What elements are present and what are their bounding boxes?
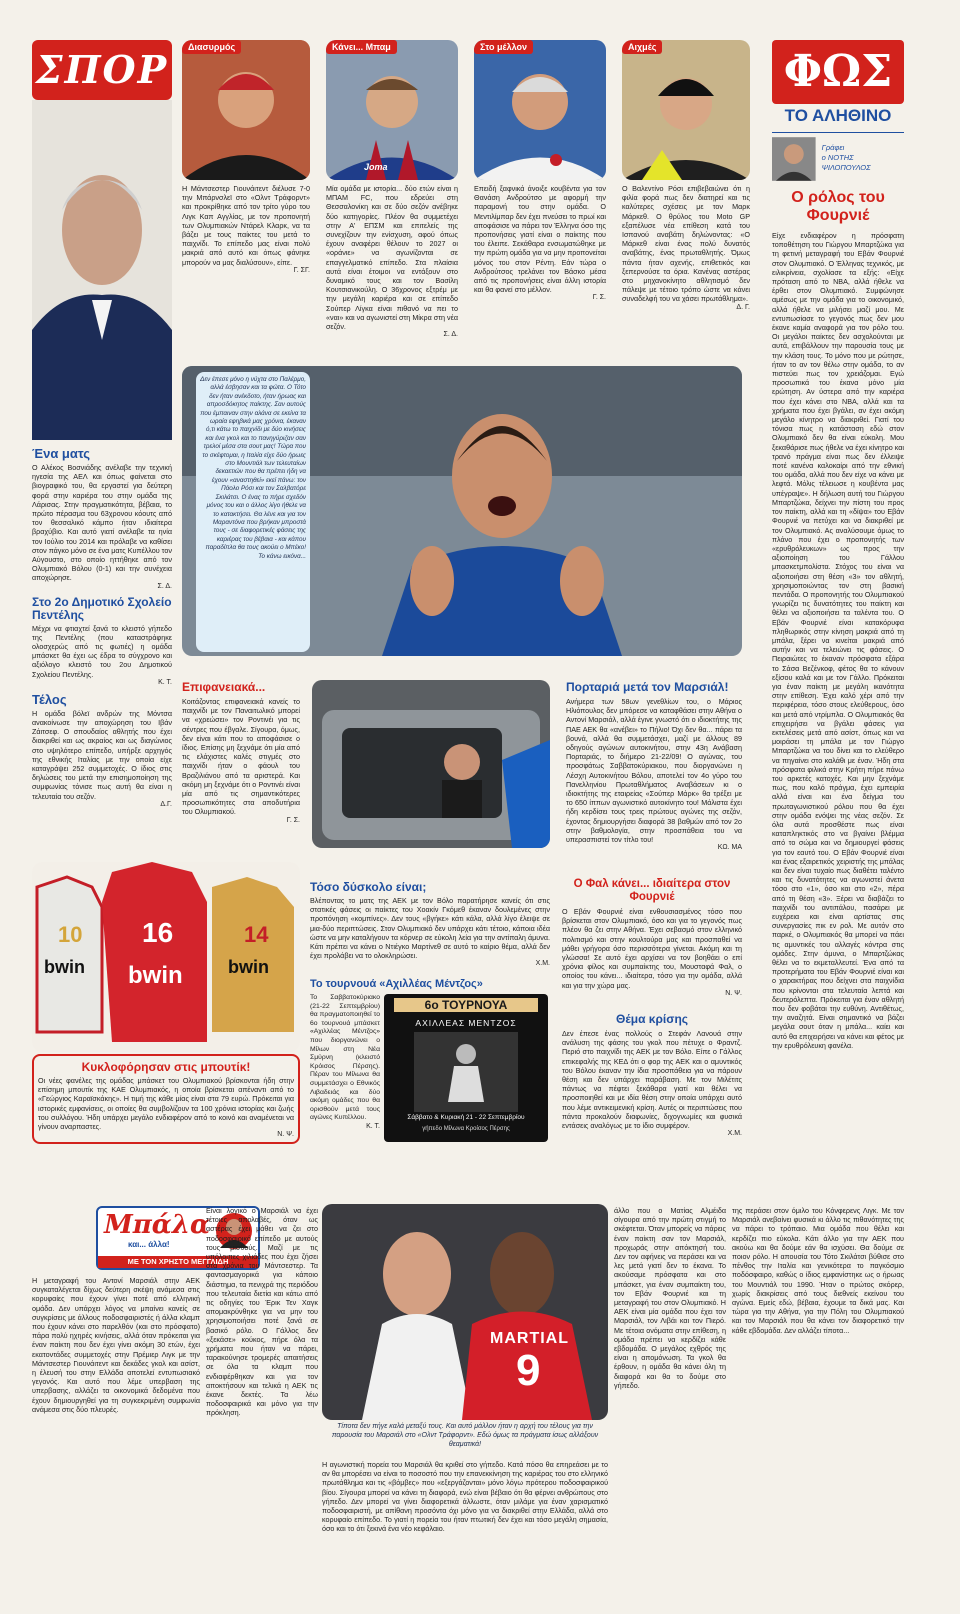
left-head-3: Τέλος <box>32 691 67 707</box>
top-item-4 <box>622 40 750 311</box>
thema-sign: Χ.Μ. <box>727 1130 742 1138</box>
mpala-logo-text: Μπάλα <box>104 1210 211 1240</box>
top-text-1: Η Μάντσεστερ Γιουνάιτεντ διέλυσε 7-0 την Μπάρνσλεϊ στο «Ολντ Τράφορντ» και προκρίθηκε από τον τρίτο γύρο του Λιγκ Καπ Αγγλίας, με τον προπονητή των Ολυμπιακών Ντάρελ Κλαρκ, να τα βάζει με τους παίκτες του μετά το παιχνίδι. Το επίπεδο μας είναι πολύ μακριά από αυτό και όπως φάνηκε μπορούν να μας διαλύσουν», είπε. <box>182 184 310 267</box>
poster-venue: γήπεδο Μίλωνα Κροίσος Πέρσης <box>422 1126 510 1132</box>
tournoua-poster <box>384 994 548 1142</box>
fos-subtitle: ΤΟ ΑΛΗΘΙΝΟ <box>784 106 892 125</box>
mpala-col1: Η μεταγραφή του Αντονί Μαρσιάλ στην ΑΕΚ συγκαταλέγεται δίχως δεύτερη σκέψη ανάμεσα στις κορυφαίες που έχουν γίνει ποτέ από ελληνική ομάδα. Δεν υπάρχει λόγος να μπαίνει κανείς σε συγκρίσεις με άλλους ποδοσφαιριστές ή άλλα κλαμπ που έχουν κάνει στο παρελθόν (και στο πρόσφατο) πάρα πολύ ηχηρές κινήσεις, αλλά όταν πρόκειται για έναν παίκτη που δεν έχει γίνει ακόμη 30 ετών, έχει εκατοντάδες συμμετοχές στην Πρέμιερ Λιγκ με την Μάντσεστερ Γιουνάιτεντ και δεκάδες γκολ και ασίστ, η έλευσή του στην Ελλάδα αποτελεί εντυπωσιακό γεγονός. Και αυτό που λέμε υπερβαση της υπερβασης, αλλάζει τα οικονομικά δεδομένα που έχουν δημιουργηθεί για τη συγκεκριμένη συμφωνία ανάμεσα στις δύο πλευρές. <box>32 1276 200 1414</box>
fal-body: Ο Εβάν Φουρνιέ είναι ενθουσιασμένος τόσο που βρίσκεται στον Ολυμπιακό, όσο και για το γεγονός πως πλέον θα ζει στην Αθήνα. Έχει σεβασμό στον ελληνικό πολιτισμό και στην κουλτούρα μας και προσπαθεί να μάθει γρήγορα όσο περισσότερα γίνεται. Ακόμη και τη γλώσσα! Σε αυτό έχει αρχίσει να τον βοηθάει ο επί χρόνια φίλος και συμπαίκτης του, Μουσταφά Φαλ, ο οποίος του κάνει... ιδιαίτερα, τόσο για την ομάδα, αλλά και για την χώρα μας. <box>562 907 742 990</box>
author-line1: Γράφει <box>821 143 845 152</box>
tournoua-body: Το Σαββατοκύριακο (21-22 Σεπτεμβρίου) θα πραγματοποιηθεί το 6ο τουρνουά μπάσκετ «Αχιλλέας Μέντζος» που διοργανώνει ο Μίλων στη Νέα Σμύρνη (κλειστό Κρόισος Πέρσης). Πέραν του Μίλωνα θα συμμετάσχει ο Εθνικός Λιβαδειάς και δύο ακόμη ομάδες που θα ορισθούν μετά τους αγώνες Κυπέλλου. <box>310 994 380 1122</box>
mpala-logo-sub: και... άλλα! <box>128 1240 170 1249</box>
top-sign-2: Σ. Δ. <box>443 331 458 339</box>
portaria-head: Πορταριά μετά τον Μαρσιάλ! <box>566 680 729 694</box>
poster-name: ΑΧΙΛΛΕΑΣ ΜΕΝΤΖΟΣ <box>415 1018 517 1028</box>
epifaneiaka-head: Επιφανειακά... <box>182 680 266 694</box>
bam-player-photo <box>326 40 458 180</box>
fal-head: Ο Φαλ κάνει... ιδιαίτερα στον Φουρνιέ <box>573 878 731 903</box>
tournoua-sign: Κ. Τ. <box>366 1122 380 1130</box>
mpala-col4: άλλο που ο Ματίας Αλμέιδα σίγουρα από την πρώτη στιγμή το σκέφτεται. Όταν μπορείς να πάρεις έναν παίκτη σαν τον Μαρσιάλ, προχωράς στην απόκτησή του. Δεν τον αφήνεις να περάσει και να λες μετά γιατί δεν το έκανα. Το ακούσαμε πρόσφατα και στο μπάσκετ, για έναν συμπαίκτη του, τον Εβάν Φουρνιέ και τη μεταγραφή του στον Ολυμπιακό. Η ΑΕΚ είναι μία ομάδα που έχει τον Μαρσιάλ, τον Λιβάι και τον Πιερό. Με τέτοια ονόματα στην επίθεση, η ομάδα πρέπει να κερδίζει κάθε εβδομάδα. Ο μεγάλος εχθρός της είναι η απομόνωση. Τα γκολ θα έρθουν, η ομάδα θα κάνει όλη τη διαφορά και θα το δούμε στο γήπεδο. <box>614 1206 726 1390</box>
top-item-3 <box>474 40 606 301</box>
left-head-1: Ένα ματς <box>32 446 91 461</box>
tournoua-head: Το τουρνουά «Αχιλλέας Μέντζος» <box>310 978 483 990</box>
jersey-number-1: 10 <box>58 922 83 947</box>
fos-logo: ΦΩΣ <box>772 40 904 104</box>
left-sign-2: Κ. Τ. <box>158 678 172 686</box>
jersey-sponsor-2: bwin <box>128 962 183 989</box>
joma-badge: Joma <box>364 162 388 172</box>
jerseys-sign: Ν. Ψ. <box>277 1131 294 1139</box>
toso-sign: Χ.Μ. <box>535 960 550 968</box>
top-item-1 <box>182 40 310 274</box>
top-text-3: Επειδή ξαφνικά άνοιξε κουβέντα για τον Θανάση Ανδρούτσο με αφορμή την παραμονή του στην ομάδα. Ο Μεντιλίμπαρ δεν έχει πνεύσει το πρωί και αποφάσισε να πάρει τον Έλληνα όσο της προπονήσεις γιατί είναι ο παίκτης που του έλειπε. Σεκάθαρα ενσωματώθηκε με την πρώτη ομάδα για να μην προπονείται μόνος του στον Ρέντη. Εάν τώρα ο Ανδρούτσος τρελάνει τον Βάσκο μέσα από τις προπονήσεις είναι άλλη ιστορία και θα φανεί στο μέλλον. <box>474 184 606 295</box>
left-text-3: Η ομάδα βόλεϊ ανδρών της Μόντσα ανακοίνωσε την αποχώρηση του Ιβάν Ζάιτσεφ. Ο σπουδαίος αθλητής που έχει διακριθεί και ως ακραίος και ως διαγώνιος στο υψηλότερο επίπεδο, υπήρξε αρχηγός της εθνικής Ιταλίας με την οποία είχε καταγράψει 252 συμμετοχές. Ο ίδιος στις δηλώσεις του μετά την επισημοποίηση της συμφωνίας τόνισε πως αυτή θα είναι η τελευταία του σεζόν. <box>32 708 172 801</box>
jersey-sponsor-3: bwin <box>228 957 269 977</box>
thema-head: Θέμα κρίσης <box>615 1012 689 1026</box>
martial-caption: Τίποτα δεν πήγε καλά μεταξύ τους. Και αυτό μάλλον ήταν η αρχή του τέλους για την παρουσία του Μαρσιάλ στο «Ολντ Τράφορντ». Εδώ όμως τα πράγματα ίσως αλλάξουν θεαματικά! <box>331 1423 599 1448</box>
thema-body: Δεν έπεσε ένας πολλούς ο Στεφάν Λανουά στην ανάλυση της φάσης του γκολ που πέτυχε ο Φραντζ. Περιό στο παιχνίδι της ΑΕΚ με τον Βόλο. Είπε ο Γάλλος επικεφαλής της ΚΕΔ ότι ο φορ της ΑΕΚ και ο αμυντικός του Βόλου έκαναν την ίδια προσπάθεια για να πάρουν θέση και δεν υπάρχει παράβαση. Με τον Μιλέτιτς πάντως να πέφτει ξεκάθαρα γιατί και θέλει να προσποιηθεί και με ιδία θέση στην οποία υπάρχει αυτό που λέμε αντικειμενική κρίση. Αυτές οι περιπτώσεις που πάντα προκαλούν διαφωνίες, διχογνωμίες και φυσικά εντάσεις αναλόγως με το ίδιο συμφέρον. <box>562 1029 742 1131</box>
left-head-2: Στο 2ο Δημοτικό Σχολείο Πεντέλης <box>32 594 172 622</box>
jersey-number-3: 14 <box>244 922 269 947</box>
mpala-col3: Η αγωνιστική πορεία του Μαρσιάλ θα κριθεί στο γήπεδο. Κατά πόσο θα επηρεάσει με το αν θα μπορέσει να είναι το ποσοστό που την επανεκκίνηση της καριέρας του στο ελληνικό πρωτάθλημα και τις «βόμβες» που «εξεργάζονται» μόνο λόγω πρότερου ποδοσφαιρικού βίου. Σίγουρα μπορεί να κάνει τη διαφορά, ενώ είναι βέβαιο ότι θα φέρνει ανθρώπους στο γήπεδο. Δεν μπορεί να γίνει διαφορετικά άλλωστε, όταν μιλάμε για έναν χαρισματικό ποδοσφαιριστή, με απίθανη προσόντα όχι μόνο για να διακριθεί στην Ελλάδα, αλλά στο κορυφαίο επίπεδο. Το γιατί η πορεία του ήταν πτωτική δεν έχει και τόσο μεγάλη σημασία, όσο και το ότι ξεκινά ένα νέο κεφάλαιο. <box>322 1460 608 1534</box>
tag-sto-mellon: Στο μέλλον <box>474 40 533 54</box>
portaria-sign: ΚΩ. ΜΑ <box>717 844 742 852</box>
left-text-1: Ο Αλέκος Βοσνιάδης ανέλαβε την τεχνική ηγεσία της ΑΕΛ και όπως φαίνεται στο βιογραφικό του, θα εργαστεί για δεύτερη φορά στην καριέρα του στην ομάδα της Λάρισας. Στην πραγματικότητα, βέβαια, το πρώτο πέρασμα του 63χρονου κόουτς από τον θεσσαλικό κάμπο ήταν ιδιαίτερα βραχύβιο. Και αυτό γιατί ανέλαβε τα ηνία τον Ιούλιο του 2014 και πρόλαβε να καθίσει στον πάγκο μόνο σε ένα ματς Κυπέλλου τον Αύγουστο, στο οποίο ηττήθηκε από τον Ολυμπιακό Βόλου (0-1) και την συνέχεια αποχώρησε. <box>32 463 172 583</box>
author-box <box>772 132 904 181</box>
fos-header <box>772 40 904 1161</box>
jersey-sponsor-1: bwin <box>44 957 85 977</box>
mpala-col5: της περάσει στον όμιλο του Κόνφερενς Λιγκ. Με τον Μαρσιάλ ανεβαίνει φυσικά κι άλλο τις πιθανότητες της να πάρει το τρόπαιο. Μια ομάδα που θέλει και κερδίζει πιο εύκολα. Κάτι άλλο για την ΑΕΚ που ακούω και θα δούμε εάν θα ισχύσει. Θα δούμε σε ποιον ρόλο. Η απουσία του Τότο Σκιλάτσι βύθισε στο πένθος την Ιταλία και γενικότερα το παγκόσμιο ποδόσφαιρο, καθώς ο ίδιος εμφανίστηκε ως ο ήρωας του Μουντιάλ του 1990. Ήταν ο πρώτος σκόρερ, χωρίς διακρίσεις από τους διεθνείς εκείνου του αγώνα. Εμείς εδώ, βέβαια, έχουμε τα δικά μας. Και τώρα για την Αθήνα, για την Πόλη του Ολυμπιακού και τον Μαρσιάλ που θα κάνει τον διαφορετικό την κάθε εβδομάδα. Δεν αλλάζει τίποτα... <box>732 1206 904 1335</box>
fos-headline: Ο ρόλος του Φουρνιέ <box>791 189 885 224</box>
author-line2: ο ΝΟΤΗΣ ΨΙΛΟΠΟΥΛΟΣ <box>821 153 871 172</box>
jerseys-photo <box>32 862 300 1052</box>
fal-sign: Ν. Ψ. <box>725 989 742 997</box>
car-photo <box>312 680 550 848</box>
top-sign-1: Γ. ΣΓ. <box>293 266 310 274</box>
top-sign-4: Δ. Γ. <box>736 303 750 311</box>
tag-aixmes: Αιχμές <box>622 40 662 54</box>
left-sign-3: Δ.Γ. <box>160 800 172 808</box>
tag-diasyrmos: Διασυρμός <box>182 40 241 54</box>
tag-kanei-mpam: Κάνει... Μπαμ <box>326 40 397 54</box>
martial-photo <box>322 1204 608 1420</box>
martial-number: 9 <box>516 1346 541 1395</box>
epifaneiaka-sign: Γ. Σ. <box>286 816 300 824</box>
mpala-col2: Είναι λογικό ο Μαρσιάλ να έχει τέτοιες απολαβές, όταν ως αστέρας έχει μάθει να ζει στο ποδοσφαιρικό επίπεδο με αυτούς τους μισθούς. Μαζί με τις υπόλοιπες χιλιάδες που έχει ζήσει στα χρόνια του Μάντσεστερ. Τα φαντασμαγορικά για κάποιο διάστημα, τα πενιχρά της περιόδου που τελευταία διετία και κάτω από τις οδηγίες του Έρικ Τεν Χαγκ απομακρύνθηκε για να μην του χρησιμοποιήσει ποτέ ξανά σε βασικό ρόλο. Ο Γάλλος δεν «ξεκάσε» κούκος, πήρε όλα τα χρήματα που ήταν να πάρει, ταρακούνησε τρομερές απαιτήσεις σε όλα τα κλαμπ που ενδιαφέρθηκαν και για τον αποκτήσουν και τελικά η ΑΕΚ τις έκανε δεκτές. Τα λέω ποδοσφαιρικά και μόνο για την πρόκληση. <box>206 1206 318 1418</box>
toso-head: Τόσο δύσκολο είναι; <box>310 880 427 894</box>
fos-body: Είχε ενδιαφέρον η πρόσφατη τοποθέτηση του Γιώργου Μπαρτζώκα για τη φετινή μεταγραφή του Εβάν Φουρνιέ στον Ολυμπιακό. Ο Έλληνας τεχνικός, με ειλικρίνεια, σχολίασε τα εξής: «Είχε πρόταση από το NBA, αλλά ήθελε να έρθει στον Ολυμπιακό. Συμφώνησε αμέσως με την ομάδα για το οικονομικό, αλλά ήθελε να μιλήσει μαζί μου. Με εντυπωσίασε το γεγονός πως δεν μου έκανε καμία αναφορά για τον ρόλο του. Οι μεγάλοι παίκτες δεν ασχολούνται με αυτά, επιβάλλουν την παρουσία τους με την κλάση τους. Το μόνο που με ρώτησε, ήταν το αν τον θέλω στην ομάδα, το αν πιστεύει πως τον χρειάζομαι. Εγώ προσωπικά του έκανα μόνο μία ερώτηση. Αν ύστερα από την καριέρα που έχει κάνει στο NBA, αλλά και τα χρήματα που έχει βγάλει, αν έχει ακόμη μεγάλο κίνητρο να διακριθεί. Γιατί του τόνισα πως η κατάσταση εδώ στον Ολυμπιακό δεν θα είναι εύκολη. Μου ξεκαθάρισε πως ήθελε να έχει κίνητρο και τρανό πράγμα είναι πως δεν έλλειψε ποτέ κανένα καλοκαίρι από την εθνική του ομάδα, αλλά που δεν είχε να κάνει με λεφτά. Μόλις τέλειωσε η κουβέντα μας υπέγραψε». Η δήλωση αυτή του Γιώργου Μπαρτζώκα, δείχνει την πίστη του προς τον παίκτη, αλλά και τη «δίψα» του Εβάν Φουρνιέ να πετύχει και να διακριθεί με τον Ολυμπιακό. Ας αναλύσουμε όμως το πλάνο που έχει ο προπονητής των «ερυθρόλευκων» ως προς την αξιοποίηση του Γάλλου μπασκετμπολίστα. Στόχος του είναι να αξιοποιήσει στη θέση «3» τον αθλητή, χρησιμοποιώντας τον στη βασική πεντάδα. Ο προπονητής του Ολυμπιακού γνωρίζει τις δυνατότητες του παίκτη και θέλει να αξιοποιήσει τα ταλέντα του. Ο Εβάν Φουρνιέ είναι κατακόρυφα πληθωρικός στην κίνηση μακριά από τη μπάλα, ξέρει να κινείται μακριά από αυτήν και να τελειώνει τις φάσεις. Ο Πειραιώτες το έκαναν πρόσφατα εξάρα το Σάσα Βεζένκοφ, φέτος θα το κάνουν εξίσου καλά και με τον Γάλλο. Πρόκειται για έναν παίκτη με μεγάλη ικανότητα στην επίθεση. Έχει καλό χέρι από την περιφέρεια, τόσο στους ελεύθερους, όσο και μετά από ντρίμπλα. Ο Ολυμπιακός θα επιχειρήσει να βγάλει φάσεις για εκτελέσεις μετά από ασίστ, όπως και να μοιράσει τη μπάλα με τον Γιώργο Μπαρτζώκα να του δίνει και το ελεύθερο να πηγαίνει στο καλάθι με έναν. Ήδη στα πρόσφατα φιλικά στην Κρήτη πήρε πάνω του αρκετές κατοχές. Και μην ξεχνάμε πως, που καλό πράγμα, έχει εμπειρία αλλά είναι και ένα δείγμα του πρωταγωνιστικού ρόλου που θα έχει στην ομάδα ενόψει της νέας σεζόν. Σε όλα αυτά προσθέστε πως είναι καταπληκτικός στο να βγαίνει βλέμμα από το σώμα και να δημιουργεί φάσεις για τον εαυτό του. Ο Εβάν Φουρνιέ είναι και ένας εξαιρετικός χειριστής της μπάλας και δεν είναι τυχαίο πως διαθέτει ταλέντο και τις δυνατότητες να αγωνιστεί άνετα τόσο στο «1», όσο και στο «2», πέρα από τη θέση «3». Ξέρει να διαβάζει το παιχνίδι του αντιπάλου, πασάρει με ευχέρεια και είναι αρτίστας στις συνεργασίες πικ εν ρολ. Με αυτόν στο παρκέ, ο Ολυμπιακός θα μπορεί να πάει τις αμυντικές του αλλαγές κόντρα στις ομάδες. Στην άμυνα, ο Μπαρτζώκας θέλει να το εκμεταλλευτεί. Ένα από τα προτερήματα του Εβάν Φουρνιέ είναι και ο χαρακτήρας που δείχνει στα παιχνίδια που κρίνονται στα τελευταία λεπτά και δευτερόλεπτα. Πρόκειται για έναν αθλητή που δεν φοβάται την ευθύνη. Αντιθέτως, την αναζητά. Είναι σημαντικό να βάζει μεγάλα σουτ όταν η μπάλα... καίει και αυτό θα επιχειρήσει να κάνει και φέτος με την ερυθρόλευκη φανέλα. <box>772 231 904 1050</box>
manager-photo <box>182 40 310 180</box>
top-text-4: Ο Βαλεντίνο Ρόσι επιβεβαιώνει ότι η φιλία φορά πως δεν διατηρεί και τις καλύτερες σχέσεις με τον Μαρκ Μάρκεθ. Ο θρύλος του Moto GP εξαπέλυσε νέα επίθεση κατά του Ισπανού αναβάτη δηλώνοντας: «Ο Μάρκεθ είναι ένας πολύ δυνατός αναβάτης, ένας πρωταθλητής. Όμως πάντα ήταν αχενής, επιθετικός και ξεπερνούσε τα όρια. Κανένας αστέρας στο μηχανοκίνητο αθλητισμό δεν πάλεψε με τέτοιο τρόπο ώστε να κάνει συναδελφή του να χάσει πρωτάθλημα». <box>622 184 750 304</box>
top-item-2 <box>326 40 458 338</box>
top-text-2: Μία ομάδα με ιστορία... δύο ετών είναι η ΜΠΑΜ FC, που εδρεύει στη Θεσσαλονίκη και σε δύο σεζόν ανέβηκε δύο κατηγορίες. Πλέον θα συμμετέχει στην Α' ΕΠΣΜ και επιτελείς της συνεχίζουν την ενίσχυση, αφού όπως έχουν αναφέρει θέλουν το 2027 οι «οράνιε» να αγωνίζονται σε επαγγελματικό επίπεδο. Στα πλαίσια αυτά είναι έτοιμοι να εντάξουν στο δυναμικό τους και τον Βασίλη Κουτσιανικούλη. Ο 36χρονος εξτρέμ με την μεγάλη καριέρα και σε επίπεδο Σούπερ Λίγκα είναι πιθανό να πει το «ναι» και να αγωνιστεί στη Μίκρα στη νέα σεζόν. <box>326 184 458 332</box>
left-sign-1: Σ. Δ. <box>157 582 172 590</box>
mendilibar-photo <box>474 40 606 180</box>
sports-logo <box>32 40 172 100</box>
jersey-number-2: 16 <box>142 917 174 948</box>
portaria-body: Ανήμερα των 58ων γενεθλίων του, ο Μάριος Ηλιόπουλος δεν μπόρεσε να καταφθάσει στην Αθήνα ο Αντονί Μαρσιάλ, αλλά έγινε γνωστό ότι ο ιδιοκτήτης της ΠΑΕ ΑΕΚ θα «ανέβει» το Πήλιο! Όχι δεν θα... πάρει τα βουνά, αλλά θα συμμετάσχει, μαζί με άλλους 89 οδηγούς αγώνων αυτοκινήτου, στην 43η Ανάβαση Πορταριάς, το διήμερο 21-22/09! Ο αγώνας, του προσφάτως Σαββατοκύριακου, που διοργανώνει η Λέσχη Αυτοκινήτου Βόλου, αποτελεί τον 4ο γύρο του Πανελληνίου Πρωταθλήματος Αναβάσεων κι ο ιδιοκτήτης της εταιρείας «Σούπερ Μάρκ» θα τρέξει με το 650 ίππων αγωνιστικό αυτοκίνητο του! Μάλιστα έχει ήδη κερδίσει τους τρεις πρώτους αγώνες της σεζόν, έχοντας δημιουργήσει διαφορά 38 βαθμών από τον 2ο στην βαθμολογία, στην προσπάθεια του να υπερασπιστεί τον τίτλο του! <box>566 697 742 845</box>
author-avatar <box>772 137 816 181</box>
rossi-photo <box>622 40 750 180</box>
epifaneiaka-body: Κοιτάζοντας επιφανειακά κανείς το παιχνίδι με τον Παναιτωλικό μπορεί να «χρεώσει» τον Ροντινέι για τις σέντρες που έβγαλε. Σίγουρα, όμως, δεν είναι κάτι που το αποφάσισε ο ίδιος. Επίσης μη ξεχνάμε ότι μία από τις ελάχιστες καλές στιγμές στο παιχνίδι ήταν ο φάουλ του Βραζιλιάνου από τα αριστερά. Και ακόμη μη ξεχνάμε ότι ο Ροντινέι είναι μία από τις σημαντικότερες προσωπικότητες στα αποδυτήρια του Ολυμπιακού. <box>182 697 300 817</box>
toso-body: Βλέποντας το ματς της ΑΕΚ με τον Βόλο παρατήρησε κανείς ότι στις στατικές φάσεις οι παίκτες του Χοακίν Γκόμεθ έκαναν δουλεμένες στην προπόνηση «κομπίνες». Δεν τους «βγήκε» κάτι κάλα, αλλά λίγο έλειψε σε μια-δύο περιπτώσεις. Στον Ολυμπιακό δεν υπάρχει κάτι τέτοιο, κάποια ιδέα ώστε να μην καταλήγουν τα κόρνερ σε εύκολη λεία για την αντίπαλη άμυνα. Κάτι πρέπει να κάνει ο Ντιέγκο Μαρτίνεθ σε αυτό το καίριο θέμα, αλλά δεν έχει προλάβει να το ολοκληρώσει. <box>310 896 550 961</box>
quote-text: Δεν έπεσε μόνο η νύχτα στο Παλέρμο, αλλά έσβησαν και τα φώτα. Ο Τότο δεν ήταν ανέκδοτο, ήταν ήρωας και απροσδόκητος παίκτης. Σαν αυτούς που έμπαιναν στην αλάνα σε εκείνα τα ωραία εφηβικά μας χρόνια, έκαναν ό,τι κάτω το παιχνίδι με δύο κινήσεις και ένα γκολ και το πανηγύριζαν σαν τρελοί μέσα στα σουτ μας! Τώρα που το σκέφτομαι, η Ιταλία είχε δύο ήρωες στο Μουντιάλ των τελευταίων δεκαετιών που θα πρέπει ήδη να έχουν «αναστηθεί» εκεί πάνω: τον Πάολο Ρόσι και τον Σαλβατόρε Σκιλάτσι. Ο ένας το πήρε σχεδόν μόνος του και ο άλλος λίγο ήθελε να το κατακτήσει. Θα λένε και για τον Μαραντόνα που βρήκαν μπροστά τους - σε διαφορετικές φάσεις της καριέρας του βέβαια - και κάπου παραδίπλα θα τους ακούει ο Μπέκο! Το κάνω εικόνα... <box>200 376 306 560</box>
left-text-2: Μέχρι να φτιαχτεί ξανά το κλειστό γήπεδο της Πεντέλης (που καταστράφηκε ολοσχερώς από τις φωτιές) η ομάδα μπάσκετ θα έχει ως έδρα το σύγχρονο και αξιόλογο κλειστό του 2ου Δημοτικού Σχολείου Πεντέλης. <box>32 623 172 679</box>
mpala-byline: ΜΕ ΤΟΝ ΧΡΗΣΤΟ ΜΕΓΓΛΙΔΗ <box>98 1256 258 1268</box>
jerseys-head: Κυκλοφόρησαν στις μπουτίκ! <box>81 1060 251 1074</box>
coach-photo <box>32 100 172 440</box>
jerseys-article <box>32 1054 300 1144</box>
poster-date: Σάββατο & Κυριακή 21 - 22 Σεπτεμβρίου <box>407 1114 525 1121</box>
quote-box <box>196 372 310 652</box>
martial-name: MARTIAL <box>490 1330 569 1347</box>
poster-title: 6ο ΤΟΥΡΝΟΥΑ <box>394 998 538 1012</box>
jerseys-body: Οι νέες φανέλες της ομάδας μπάσκετ του Ολυμπιακού βρίσκονται ήδη στην επίσημη μπουτίκ της ΚΑΕ Ολυμπιακός, η οποία βρίσκεται απέναντι από το «Γεώργιος Καραϊσκάκης». Η τιμή της κάθε μίας είναι στα 79 ευρώ. Πρόκειται για ιστορικές εμφανίσεις, οι οποίες θα συμβολίζουν τα 100 χρόνια ιστορίας και ζωής του συλλόγου. Ήδη υπάρχει μεγάλο ενδιαφέρον από το κοινό και αναμένεται να γίνουν αναρπαστες. <box>38 1076 294 1132</box>
sports-logo-text: ΣΠΟΡ <box>35 47 169 92</box>
top-sign-3: Γ. Σ. <box>592 294 606 302</box>
